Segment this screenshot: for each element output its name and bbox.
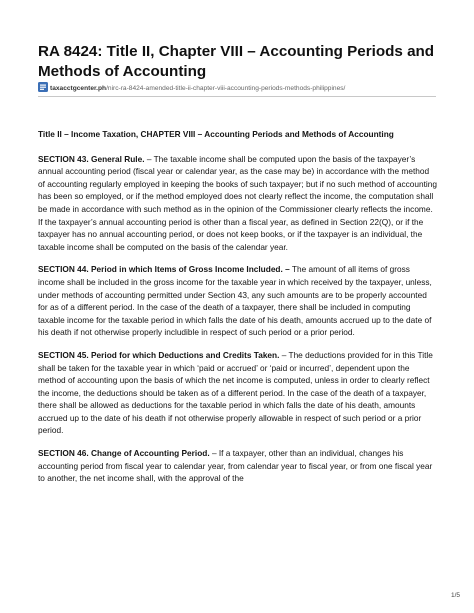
- section-46-label: SECTION 46. Change of Accounting Period.: [38, 448, 210, 459]
- section-45: [38, 349, 438, 437]
- page-number: 1/5: [450, 592, 460, 599]
- section-43: [38, 153, 438, 254]
- section-44-label: SECTION 44. Period in which Items of Gross Income Included. –: [38, 264, 290, 275]
- section-43-label: SECTION 43. General Rule.: [38, 153, 145, 164]
- section-44: [38, 263, 438, 339]
- section-46: [38, 447, 438, 485]
- section-45-text: – The deductions provided for in this Title shall be taken for the taxable year in which ‘paid or accrued’ or ‘paid or incurred’, dependent upon the method of accounting upon the basis of which the net income is computed, unless in order to clearly reflect the income, the deductions should be taken as of a different period. In the case of the death of a taxpayer, there shall be allowed as deductions for the taxable period in which falls the date of his death, amounts accrued up to the date of his death if not otherwise properly allowable in respect of such period or a prior period.: [38, 349, 433, 436]
- section-43-text: – The taxable income shall be computed upon the basis of the taxpayer’s annual accounting period (fiscal year or calendar year, as the case may be) in accordance with the method of accounting regularly employed in keeping the books of such taxpayer; but if no such method of accounting has been so employed, or if the method employed does not clearly reflect the income, the computation shall be made in accordance with such method as in the opinion of the Commissioner clearly reflects the income. If the taxpayer’s annual accounting period is other than a fiscal year, as defined in Section 22(Q), or if the taxpayer has no annual accounting period, or does not keep books, or if the taxpayer is an individual, the taxable income shall be computed on the basis of the calendar year.: [38, 153, 437, 252]
- site-favicon-icon: [38, 82, 48, 92]
- section-46-text: – If a taxpayer, other than an individual, changes his accounting period from fiscal year to calendar year, from calendar year to fiscal year, or from one fiscal year to another, the net income shall, with the approval of the: [38, 448, 433, 484]
- source-site-link[interactable]: taxacctgcenter.ph: [50, 85, 107, 92]
- document-title: RA 8424: Title II, Chapter VIII – Accounting Periods and Methods of Accounting: [38, 43, 435, 80]
- source-line: [38, 82, 438, 94]
- section-45-label: SECTION 45. Period for which Deductions and Credits Taken.: [38, 349, 280, 360]
- section-44-text: The amount of all items of gross income shall be included in the gross income for the taxable year in which received by the taxpayer, unless, under methods of accounting permitted under Section 43, any such amounts are to be properly accounted for as of a different period. In the case of the death of a taxpayer, there shall be included in computing taxable income for the taxable period in which falls the date of his death, amounts accrued up to the date of his death if not otherwise properly includible in respect of such period or a prior period.: [38, 264, 432, 338]
- header-divider: [38, 96, 436, 97]
- document-body: [38, 128, 438, 495]
- source-path-link[interactable]: /nirc-ra-8424-amended-title-ii-chapter-viii-accounting-periods-methods-philippines/: [106, 85, 346, 92]
- chapter-heading: Title II – Income Taxation, CHAPTER VIII – Accounting Periods and Methods of Accounting: [38, 129, 394, 139]
